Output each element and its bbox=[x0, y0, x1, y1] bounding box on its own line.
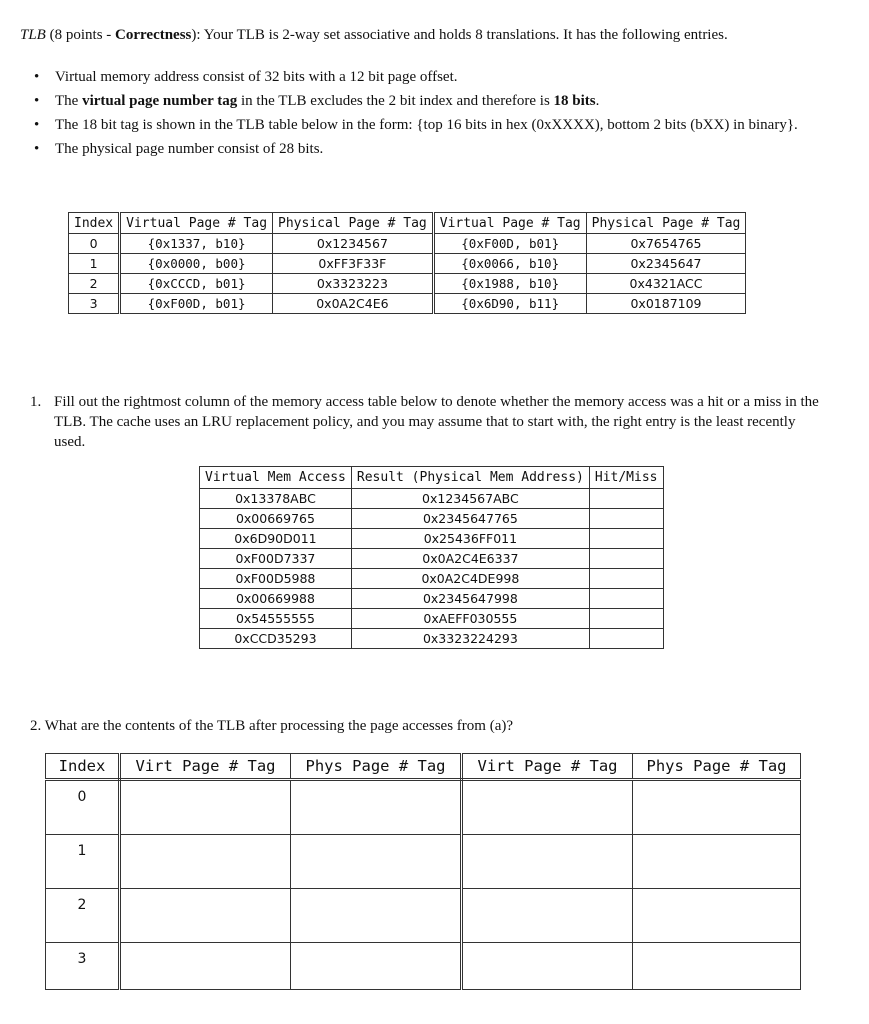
header-virt-page-tag: Virt Page # Tag bbox=[462, 754, 633, 780]
correctness-label: Correctness bbox=[115, 27, 192, 43]
answer-cell[interactable] bbox=[633, 889, 801, 943]
bullet-item bbox=[20, 116, 820, 135]
physical-address-cell: 0x0A2C4E6337 bbox=[351, 549, 589, 569]
header-virtual-page-tag: Virtual Page # Tag bbox=[120, 213, 273, 234]
table-row bbox=[46, 943, 801, 990]
table-row bbox=[69, 294, 746, 314]
physical-address-cell: 0xAEFF030555 bbox=[351, 609, 589, 629]
physical-tag-cell: 0x7654765 bbox=[586, 234, 746, 254]
virtual-address-cell: 0x00669765 bbox=[200, 509, 352, 529]
bullet-item bbox=[20, 92, 820, 111]
table-row bbox=[46, 780, 801, 835]
virtual-address-cell: 0xF00D7337 bbox=[200, 549, 352, 569]
header-physical-page-tag: Physical Page # Tag bbox=[273, 213, 434, 234]
header-hit-miss: Hit/Miss bbox=[589, 467, 663, 489]
hit-miss-cell[interactable] bbox=[589, 609, 663, 629]
table-row bbox=[200, 609, 664, 629]
answer-cell[interactable] bbox=[291, 780, 462, 835]
index-cell: 2 bbox=[46, 889, 120, 943]
intro-text: ): Your TLB is 2-way set associative and holds 8 translations. It has the following entries. bbox=[191, 27, 728, 43]
table-row bbox=[200, 529, 664, 549]
index-cell: 1 bbox=[46, 835, 120, 889]
index-cell: 0 bbox=[69, 234, 120, 254]
header-virtual-mem-access: Virtual Mem Access bbox=[200, 467, 352, 489]
physical-tag-cell: 0x2345647 bbox=[586, 254, 746, 274]
question-2 bbox=[30, 716, 513, 736]
bullet-bold-text: virtual page number tag bbox=[82, 93, 238, 109]
answer-cell[interactable] bbox=[120, 835, 291, 889]
bullet-text: The 18 bit tag is shown in the TLB table below in the form: {top 16 bits in hex (0xXXXX), bottom 2 bits (bXX) in binary}. bbox=[55, 117, 798, 133]
physical-tag-cell: 0x3323223 bbox=[273, 274, 434, 294]
virtual-address-cell: 0x54555555 bbox=[200, 609, 352, 629]
virtual-tag-cell: {0x0066, b10} bbox=[433, 254, 586, 274]
virtual-tag-cell: {0x1337, b10} bbox=[120, 234, 273, 254]
hit-miss-cell[interactable] bbox=[589, 629, 663, 649]
table-row bbox=[200, 569, 664, 589]
table-row bbox=[46, 889, 801, 943]
header-phys-page-tag: Phys Page # Tag bbox=[633, 754, 801, 780]
physical-address-cell: 0x2345647765 bbox=[351, 509, 589, 529]
hit-miss-cell[interactable] bbox=[589, 549, 663, 569]
answer-cell[interactable] bbox=[633, 835, 801, 889]
question-text: What are the contents of the TLB after processing the page accesses from (a)? bbox=[44, 718, 514, 734]
virtual-tag-cell: {0xCCCD, b01} bbox=[120, 274, 273, 294]
bullet-list bbox=[20, 68, 820, 164]
answer-cell[interactable] bbox=[120, 943, 291, 990]
header-virt-page-tag: Virt Page # Tag bbox=[120, 754, 291, 780]
question-1 bbox=[30, 392, 820, 452]
answer-cell[interactable] bbox=[462, 835, 633, 889]
virtual-address-cell: 0xF00D5988 bbox=[200, 569, 352, 589]
index-cell: 0 bbox=[46, 780, 120, 835]
answer-cell[interactable] bbox=[462, 780, 633, 835]
header-physical-page-tag: Physical Page # Tag bbox=[586, 213, 746, 234]
tlb-answer-table bbox=[45, 753, 801, 990]
hit-miss-cell[interactable] bbox=[589, 529, 663, 549]
header-index: Index bbox=[46, 754, 120, 780]
bullet-item bbox=[20, 140, 820, 159]
header-index: Index bbox=[69, 213, 120, 234]
points-text: (8 points - bbox=[49, 27, 116, 43]
table-row bbox=[200, 549, 664, 569]
answer-cell[interactable] bbox=[291, 889, 462, 943]
physical-tag-cell: 0x0A2C4E6 bbox=[273, 294, 434, 314]
bullet-text: Virtual memory address consist of 32 bits with a 12 bit page offset. bbox=[55, 69, 458, 85]
virtual-address-cell: 0xCCD35293 bbox=[200, 629, 352, 649]
virtual-tag-cell: {0xF00D, b01} bbox=[433, 234, 586, 254]
header-phys-page-tag: Phys Page # Tag bbox=[291, 754, 462, 780]
physical-address-cell: 0x25436FF011 bbox=[351, 529, 589, 549]
index-cell: 1 bbox=[69, 254, 120, 274]
physical-tag-cell: 0x1234567 bbox=[273, 234, 434, 254]
virtual-address-cell: 0x00669988 bbox=[200, 589, 352, 609]
memory-access-table bbox=[199, 466, 664, 649]
virtual-address-cell: 0x6D90D011 bbox=[200, 529, 352, 549]
index-cell: 3 bbox=[46, 943, 120, 990]
answer-cell[interactable] bbox=[291, 835, 462, 889]
answer-cell[interactable] bbox=[120, 780, 291, 835]
virtual-tag-cell: {0x6D90, b11} bbox=[433, 294, 586, 314]
answer-cell[interactable] bbox=[633, 780, 801, 835]
problem-label: TLB bbox=[20, 27, 46, 43]
question-number: 2. bbox=[30, 718, 42, 734]
physical-address-cell: 0x3323224293 bbox=[351, 629, 589, 649]
index-cell: 3 bbox=[69, 294, 120, 314]
virtual-tag-cell: {0x1988, b10} bbox=[433, 274, 586, 294]
table-row bbox=[200, 509, 664, 529]
tlb-entries-table bbox=[68, 212, 746, 314]
virtual-tag-cell: {0x0000, b00} bbox=[120, 254, 273, 274]
table-row bbox=[69, 234, 746, 254]
bullet-text: The bbox=[55, 93, 83, 109]
answer-cell[interactable] bbox=[633, 943, 801, 990]
bullet-text: in the TLB excludes the 2 bit index and therefore is bbox=[237, 93, 554, 109]
virtual-tag-cell: {0xF00D, b01} bbox=[120, 294, 273, 314]
physical-tag-cell: 0xFF3F33F bbox=[273, 254, 434, 274]
answer-cell[interactable] bbox=[462, 889, 633, 943]
table-row bbox=[69, 254, 746, 274]
bullet-bold-text: 18 bits bbox=[553, 93, 596, 109]
virtual-address-cell: 0x13378ABC bbox=[200, 489, 352, 509]
header-virtual-page-tag: Virtual Page # Tag bbox=[433, 213, 586, 234]
problem-intro bbox=[20, 26, 820, 45]
bullet-item bbox=[20, 68, 820, 87]
table-row bbox=[46, 835, 801, 889]
question-number: 1. bbox=[30, 394, 42, 410]
answer-cell[interactable] bbox=[120, 889, 291, 943]
bullet-icon: • bbox=[34, 117, 40, 133]
bullet-text: The physical page number consist of 28 bits. bbox=[55, 141, 324, 157]
header-result: Result (Physical Mem Address) bbox=[351, 467, 589, 489]
physical-address-cell: 0x2345647998 bbox=[351, 589, 589, 609]
table-row bbox=[200, 629, 664, 649]
answer-cell[interactable] bbox=[462, 943, 633, 990]
physical-address-cell: 0x1234567ABC bbox=[351, 489, 589, 509]
bullet-icon: • bbox=[34, 141, 40, 157]
table-row bbox=[200, 489, 664, 509]
hit-miss-cell[interactable] bbox=[589, 489, 663, 509]
question-text: Fill out the rightmost column of the memory access table below to denote whether the memory access was a hit or a miss in the TLB. The cache uses an LRU replacement policy, and you may assume that to start with, the right entry is the least recently used. bbox=[54, 394, 819, 450]
index-cell: 2 bbox=[69, 274, 120, 294]
physical-address-cell: 0x0A2C4DE998 bbox=[351, 569, 589, 589]
hit-miss-cell[interactable] bbox=[589, 509, 663, 529]
bullet-text: . bbox=[595, 93, 600, 109]
table-row bbox=[69, 274, 746, 294]
physical-tag-cell: 0x4321ACC bbox=[586, 274, 746, 294]
answer-cell[interactable] bbox=[291, 943, 462, 990]
physical-tag-cell: 0x0187109 bbox=[586, 294, 746, 314]
hit-miss-cell[interactable] bbox=[589, 589, 663, 609]
hit-miss-cell[interactable] bbox=[589, 569, 663, 589]
table-row bbox=[200, 589, 664, 609]
bullet-icon: • bbox=[34, 69, 40, 85]
bullet-icon: • bbox=[34, 93, 40, 109]
